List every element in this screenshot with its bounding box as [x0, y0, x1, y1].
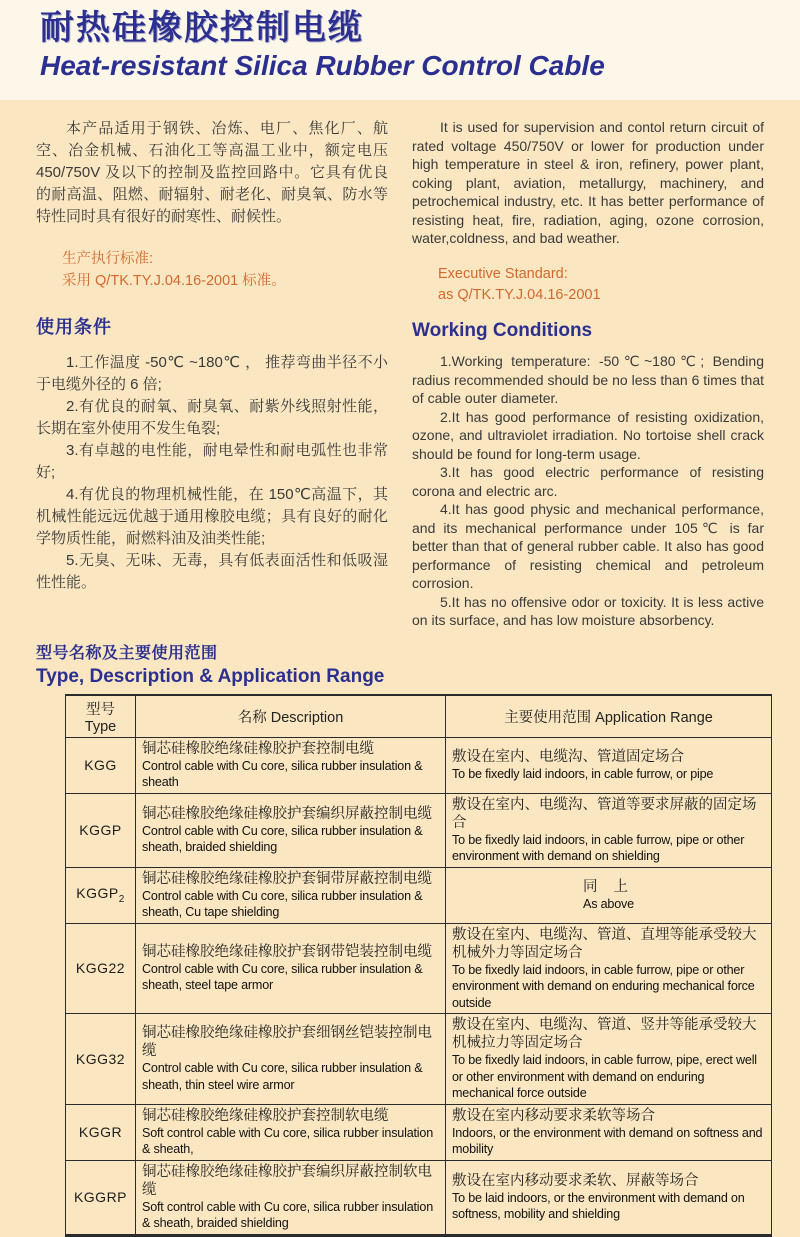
intro-and-conditions-columns	[0, 100, 800, 630]
table-row-kggp	[66, 793, 772, 867]
column-english	[412, 118, 764, 630]
application-cell	[446, 793, 772, 867]
application-en: Indoors, or the environment with demand on softness and mobility	[452, 1125, 763, 1156]
application-en: To be fixedly laid indoors, in cable furrow, pipe, erect well or other environment with demand on enduring mechanical force outside	[452, 1053, 757, 1100]
table-section-headings	[0, 630, 800, 688]
executive-standard-en-line1: Executive Standard:	[438, 265, 568, 282]
executive-standard-zh-line2: 采用 Q/TK.TY.J.04.16-2001 标准。	[62, 273, 286, 289]
description-en: Control cable with Cu core, silica rubber insulation & sheath, Cu tape shielding	[142, 888, 423, 919]
table-row-kgg22	[66, 923, 772, 1014]
application-zh: 同 上	[582, 878, 635, 895]
description-zh: 铜芯硅橡胶绝缘硅橡胶护套细钢丝铠装控制电缆	[142, 1025, 432, 1060]
application-zh: 敷设在室内移动要求柔软等场合	[452, 1107, 655, 1124]
application-cell	[446, 1104, 772, 1160]
condition-item-en-3: 3.It has good electric performance of resisting corona and electric arc.	[412, 464, 764, 499]
application-cell	[446, 923, 772, 1014]
application-en: To be fixedly laid indoors, in cable furrow, or pipe	[452, 766, 714, 781]
application-cell	[446, 1160, 772, 1235]
type-cell	[66, 793, 136, 867]
description-en: Control cable with Cu core, silica rubber insulation & sheath	[142, 758, 423, 789]
description-cell	[136, 1014, 446, 1105]
table-row-kggrp	[66, 1160, 772, 1235]
description-cell	[136, 793, 446, 867]
description-en: Control cable with Cu core, silica rubber insulation & sheath, braided shielding	[142, 823, 423, 854]
condition-item-zh-1: 1.工作温度 -50℃ ~180℃ ， 推荐弯曲半径不小于电缆外径的 6 倍;	[36, 354, 388, 393]
condition-item-zh-5: 5.无臭、无味、无毒，具有低表面活性和低吸湿性性能。	[36, 552, 388, 591]
description-en: Control cable with Cu core, silica rubber insulation & sheath, thin steel wire armor	[142, 1061, 423, 1092]
description-zh: 铜芯硅橡胶绝缘硅橡胶护套控制软电缆	[142, 1107, 389, 1124]
description-en: Soft control cable with Cu core, silica rubber insulation & sheath,	[142, 1125, 433, 1156]
description-zh: 铜芯硅橡胶绝缘硅橡胶护套控制电缆	[142, 740, 374, 757]
table-heading-zh: 型号名称及主要使用范围	[36, 644, 218, 662]
type-cell	[66, 737, 136, 793]
application-en: To be fixedly laid indoors, in cable furrow, pipe or other environment with demand on enduring mechanical force outside	[452, 962, 755, 1010]
application-zh: 敷设在室内移动要求柔软、屏蔽等场合	[452, 1172, 699, 1189]
description-cell	[136, 1104, 446, 1160]
type-cell	[66, 867, 136, 923]
type-code: KGG32	[75, 1050, 126, 1067]
intro-paragraph-zh: 本产品适用于钢铁、冶炼、电厂、焦化厂、航空、冶金机械、石油化工等高温工业中，额定电压 450/750V 及以下的控制及监控回路中。它具有优良的耐高温、阻燃、耐辐射、耐老化、耐臭氧、防水等特性同时具有很好的耐寒性、耐候性。	[36, 120, 388, 225]
type-application-table	[65, 694, 772, 1237]
table-header-row	[66, 695, 772, 738]
description-cell	[136, 1160, 446, 1235]
application-cell	[446, 867, 772, 923]
column-header-application-range: 主要使用范围 Application Range	[446, 695, 772, 738]
table-row-kggr	[66, 1104, 772, 1160]
working-conditions-heading-en: Working Conditions	[412, 319, 593, 341]
condition-item-zh-2: 2.有优良的耐氧、耐臭氧、耐紫外线照射性能，长期在室外使用不发生龟裂;	[36, 398, 388, 437]
type-code-subscript: 2	[118, 893, 125, 905]
page-header	[0, 0, 800, 100]
type-code: KGGP	[76, 885, 119, 902]
page-title-zh: 耐热硅橡胶控制电缆	[40, 9, 364, 47]
executive-standard-zh-line1: 生产执行标准:	[62, 251, 154, 267]
type-cell	[66, 923, 136, 1014]
application-zh: 敷设在室内、电缆沟、管道、直埋等能承受较大机械外力等固定场合	[452, 926, 757, 961]
executive-standard-en-line2: as Q/TK.TY.J.04.16-2001	[438, 286, 601, 303]
description-cell	[136, 923, 446, 1014]
type-code: KGG	[84, 757, 117, 773]
working-conditions-heading-zh: 使用条件	[36, 317, 112, 337]
condition-item-en-4: 4.It has good physic and mechanical performance, and its mechanical performance under 105℃ is far better than that of general rubber cable. It also has good performance of resisting chemical and petroleum corrosion.	[412, 501, 764, 591]
column-chinese	[36, 118, 388, 630]
description-en: Soft control cable with Cu core, silica rubber insulation & sheath, braided shielding	[142, 1199, 433, 1230]
page-title-en: Heat-resistant Silica Rubber Control Cable	[40, 50, 605, 81]
table-heading-en: Type, Description & Application Range	[36, 665, 385, 687]
description-zh: 铜芯硅橡胶绝缘硅橡胶护套编织屏蔽控制电缆	[142, 805, 432, 822]
application-zh: 敷设在室内、电缆沟、管道等要求屏蔽的固定场合	[452, 796, 757, 831]
application-en: To be fixedly laid indoors, in cable furrow, pipe or other environment with demand on shielding	[452, 832, 745, 863]
intro-paragraph-en: It is used for supervision and contol return circuit of rated voltage 450/750V or lower for production under high temperature in steel & iron, refinery, power plant, coking plant, aviation, metallurgy, machinery, and petrochemical industry, etc. It has better performance of resisting heat, fire, radiation, aging, ozone corrosion, water,coldness, and bad weather.	[412, 119, 764, 246]
application-en: To be laid indoors, or the environment with demand on softness, mobility and shielding	[452, 1190, 745, 1221]
application-cell	[446, 1014, 772, 1105]
description-en: Control cable with Cu core, silica rubber insulation & sheath, steel tape armor	[142, 961, 423, 993]
type-cell	[66, 1104, 136, 1160]
type-code: KGGR	[78, 1124, 123, 1140]
application-en: As above	[583, 896, 634, 911]
type-cell	[66, 1014, 136, 1105]
description-cell	[136, 737, 446, 793]
application-zh: 敷设在室内、电缆沟、管道固定场合	[452, 748, 684, 765]
condition-item-zh-4: 4.有优良的物理机械性能，在 150℃高温下，其机械性能远远优越于通用橡胶电缆；具有良好的耐化学物质性能，耐燃料油及油类性能;	[36, 486, 388, 547]
table-row-kgg32	[66, 1014, 772, 1105]
table-row-kgg	[66, 737, 772, 793]
executive-standard-zh	[62, 248, 388, 292]
type-code: KGGRP	[73, 1189, 128, 1205]
condition-item-en-1: 1.Working temperature: -50℃~180℃; Bending radius recommended should be no less than 6 times that of cable outer diameter.	[412, 353, 764, 406]
column-header-description: 名称 Description	[136, 695, 446, 738]
application-zh: 敷设在室内、电缆沟、管道、竖井等能承受较大机械拉力等固定场合	[452, 1017, 757, 1051]
condition-item-zh-3: 3.有卓越的电性能，耐电晕性和耐电弧性也非常好;	[36, 442, 388, 481]
type-code: KGG22	[75, 960, 126, 977]
type-code: KGGP	[79, 822, 122, 838]
condition-item-en-2: 2.It has good performance of resisting oxidization, ozone, and ultraviolet irradiation. No tortoise shell crack should be found for long-term usage.	[412, 408, 764, 462]
description-zh: 铜芯硅橡胶绝缘硅橡胶护套钢带铠装控制电缆	[142, 943, 432, 960]
description-zh: 铜芯硅橡胶绝缘硅橡胶护套编织屏蔽控制软电缆	[142, 1163, 432, 1198]
executive-standard-en	[438, 264, 764, 306]
column-header-type: 型号 Type	[66, 695, 136, 738]
description-cell	[136, 867, 446, 923]
type-cell	[66, 1160, 136, 1235]
application-cell	[446, 737, 772, 793]
condition-item-en-5: 5.It has no offensive odor or toxicity. It is less active on its surface, and has low moisture absorbency.	[412, 593, 764, 628]
table-row-kggp2	[66, 867, 772, 923]
description-zh: 铜芯硅橡胶绝缘硅橡胶护套铜带屏蔽控制电缆	[142, 870, 432, 887]
